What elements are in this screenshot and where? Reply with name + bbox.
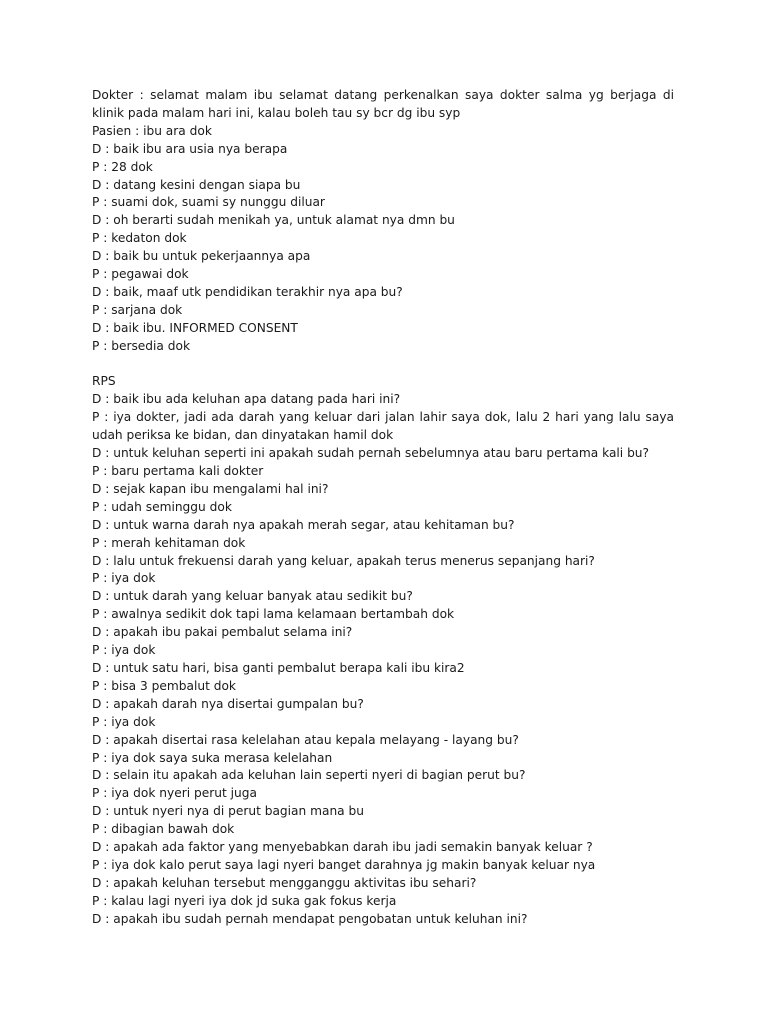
dialogue-line: D : lalu untuk frekuensi darah yang keluar, apakah terus menerus sepanjang hari? (92, 553, 595, 568)
dialogue-line: P : kalau lagi nyeri iya dok jd suka gak fokus kerja (92, 893, 397, 908)
dialogue-line: P : iya dok (92, 571, 156, 586)
dialogue-line: P : iya dok kalo perut saya lagi nyeri banget darahnya jg makin banyak keluar nya (92, 857, 596, 872)
dialogue-line: D : apakah ada faktor yang menyebabkan darah ibu jadi semakin banyak keluar ? (92, 840, 593, 855)
dialogue-line: P : iya dok (92, 714, 156, 729)
dialogue-line: P : bisa 3 pembalut dok (92, 678, 236, 693)
dialogue-line: P : iya dok nyeri perut juga (92, 786, 257, 801)
section-heading-rps: RPS (92, 374, 116, 389)
intro-line-2: klinik pada malam hari ini, kalau boleh tau sy bcr dg ibu syp (92, 105, 461, 120)
dialogue-line: D : untuk satu hari, bisa ganti pembalut berapa kali ibu kira2 (92, 660, 465, 675)
dialogue-line: D : apakah ibu sudah pernah mendapat pengobatan untuk keluhan ini? (92, 911, 528, 926)
dialogue-line: D : baik bu untuk pekerjaannya apa (92, 249, 311, 264)
dialogue-line: P : 28 dok (92, 159, 153, 174)
dialogue-line: D : apakah keluhan tersebut mengganggu aktivitas ibu sehari? (92, 875, 477, 890)
dialogue-line: D : apakah darah nya disertai gumpalan bu? (92, 696, 364, 711)
dialogue-line: udah periksa ke bidan, dan dinyatakan hamil dok (92, 428, 394, 443)
dialogue-line: P : iya dok saya suka merasa kelelahan (92, 750, 333, 765)
dialogue-line: D : baik ibu. INFORMED CONSENT (92, 320, 298, 335)
dialogue-line: P : sarjana dok (92, 302, 183, 317)
dialogue-line: D : untuk keluhan seperti ini apakah sudah pernah sebelumnya atau baru pertama kali bu? (92, 446, 649, 461)
dialogue-line: P : iya dok (92, 643, 156, 658)
dialogue-line: D : baik ibu ada keluhan apa datang pada hari ini? (92, 392, 401, 407)
dialogue-line: P : iya dokter, jadi ada darah yang keluar dari jalan lahir saya dok, lalu 2 hari yang lalu saya (92, 410, 674, 425)
dialogue-line: D : apakah ibu pakai pembalut selama ini? (92, 625, 353, 640)
dialogue-line: P : bersedia dok (92, 338, 191, 353)
dialogue-line: P : merah kehitaman dok (92, 535, 246, 550)
dialogue-line: P : udah seminggu dok (92, 499, 232, 514)
dialogue-line: D : oh berarti sudah menikah ya, untuk alamat nya dmn bu (92, 213, 455, 228)
dialogue-line: P : baru pertama kali dokter (92, 464, 264, 479)
dialogue-line: D : baik, maaf utk pendidikan terakhir nya apa bu? (92, 284, 403, 299)
dialogue-line: P : pegawai dok (92, 267, 189, 282)
dialogue-line: D : baik ibu ara usia nya berapa (92, 141, 288, 156)
dialogue-line: P : suami dok, suami sy nunggu diluar (92, 195, 325, 210)
dialogue-line: Pasien : ibu ara dok (92, 123, 212, 138)
dialogue-line: P : kedaton dok (92, 231, 187, 246)
dialogue-line: P : awalnya sedikit dok tapi lama kelamaan bertambah dok (92, 607, 455, 622)
dialogue-line: D : untuk darah yang keluar banyak atau sedikit bu? (92, 589, 413, 604)
dialogue-line: D : selain itu apakah ada keluhan lain seperti nyeri di bagian perut bu? (92, 768, 526, 783)
dialogue-line: D : apakah disertai rasa kelelahan atau kepala melayang - layang bu? (92, 732, 519, 747)
dialogue-line: D : untuk nyeri nya di perut bagian mana bu (92, 804, 364, 819)
dialogue-line: D : datang kesini dengan siapa bu (92, 177, 301, 192)
dialogue-line: D : sejak kapan ibu mengalami hal ini? (92, 481, 329, 496)
dialogue-line: P : dibagian bawah dok (92, 822, 235, 837)
intro-line-1: Dokter : selamat malam ibu selamat datang perkenalkan saya dokter salma yg berjaga di (92, 88, 674, 102)
dialogue-line: D : untuk warna darah nya apakah merah segar, atau kehitaman bu? (92, 517, 515, 532)
document-page (92, 87, 674, 929)
section-spacer (92, 356, 674, 374)
